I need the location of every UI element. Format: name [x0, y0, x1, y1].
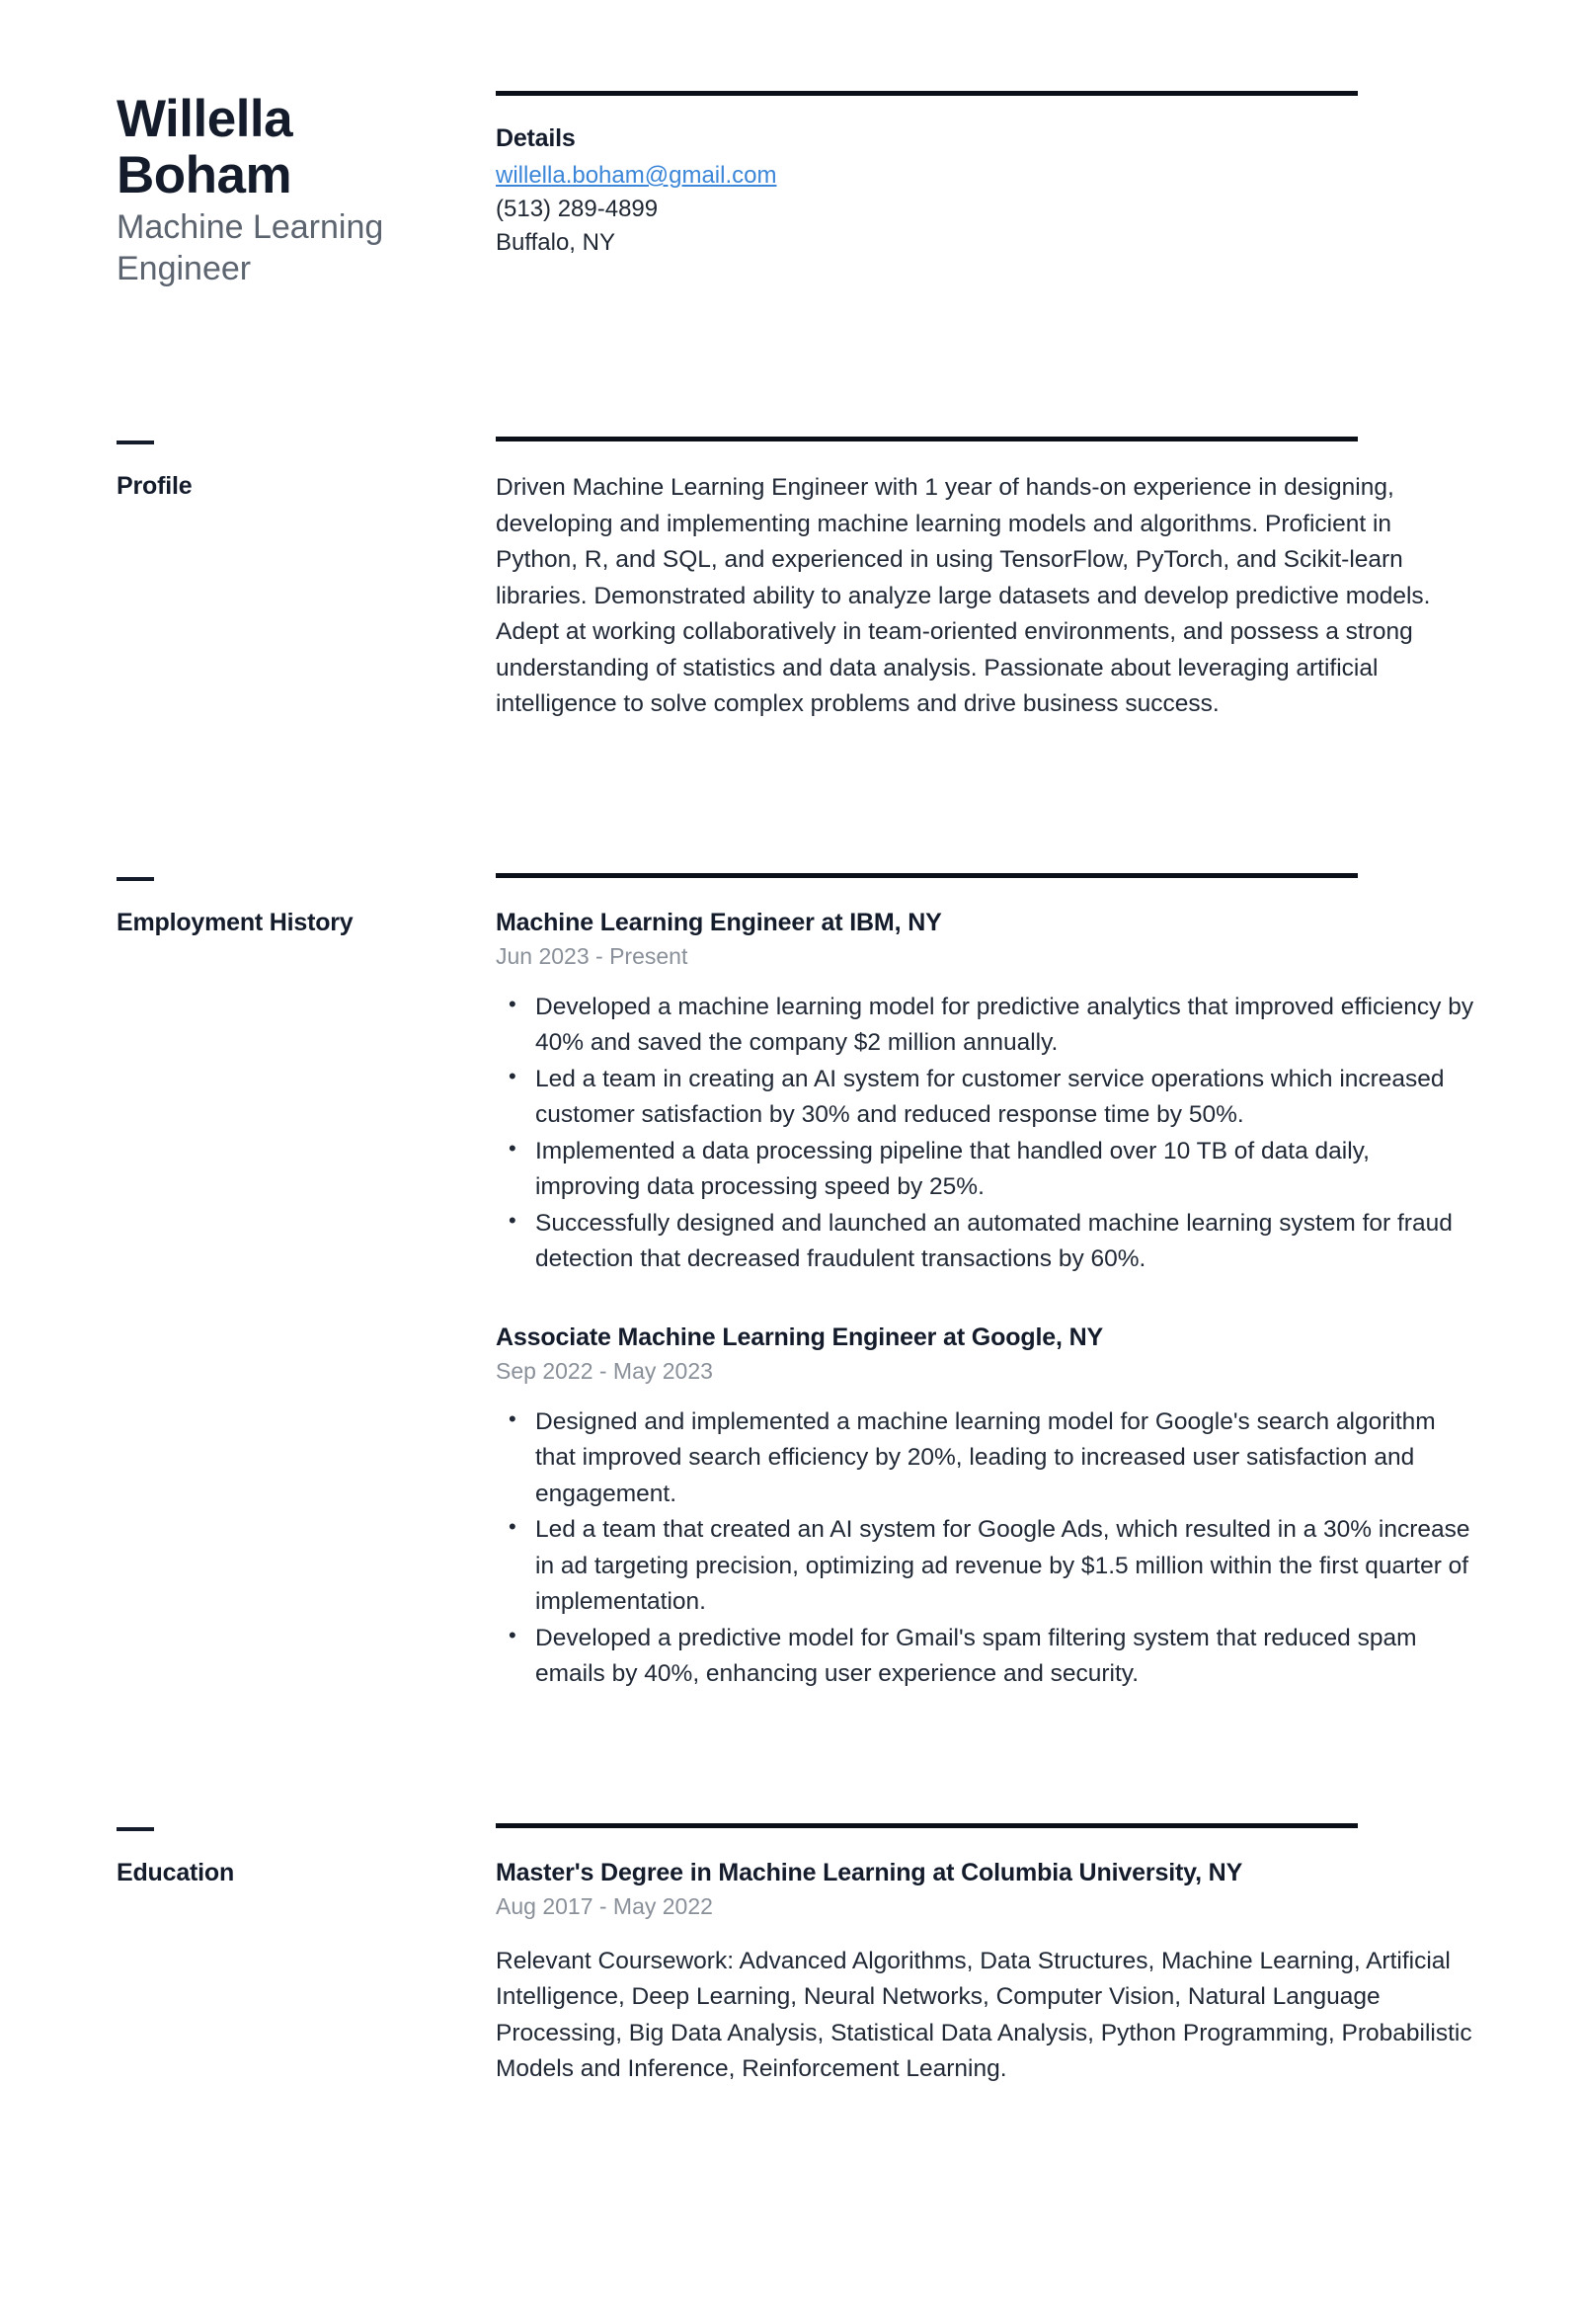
employment-label-column [0, 873, 496, 937]
employment-entry [496, 1322, 1476, 1693]
education-entry [496, 1857, 1476, 2088]
employment-entry-bullets [496, 1404, 1476, 1693]
job-title: Machine Learning Engineer [117, 208, 384, 288]
section-dash-icon [117, 877, 154, 881]
education-entry-title: Master's Degree in Machine Learning at Columbia University, NY [496, 1858, 1243, 1886]
profile-section [0, 437, 1580, 723]
name-line-1: Willella [117, 90, 293, 148]
list-item: • Developed a predictive model for Gmail's spam filtering system that reduced spam emails by 40%, enhancing user experience and security. [533, 1621, 1476, 1693]
education-entry-date: Aug 2017 - May 2022 [496, 1892, 713, 1919]
list-item: • Led a team in creating an AI system for customer service operations which increased customer satisfaction by 30% and reduced response time by 50%. [533, 1062, 1476, 1134]
list-item: • Designed and implemented a machine learning model for Google's search algorithm that improved search efficiency by 20%, leading to increased user satisfaction and engagement. [533, 1404, 1476, 1513]
details-divider [496, 91, 1358, 96]
profile-label-column [0, 437, 496, 501]
education-content-column [496, 1823, 1580, 2088]
details-location: Buffalo, NY [496, 229, 615, 257]
section-dash-icon [117, 1827, 154, 1831]
education-divider [496, 1823, 1358, 1828]
employment-entry-title: Machine Learning Engineer at IBM, NY [496, 908, 942, 936]
page-title [117, 91, 476, 203]
details-phone: (513) 289-4899 [496, 196, 659, 223]
employment-content-column [496, 873, 1580, 1693]
education-entry-description: Relevant Coursework: Advanced Algorithms, Data Structures, Machine Learning, Artificial Intelligence, Deep Learning, Neural Networks, Computer Vision, Natural Language Processing, Big Data Analysis, Statistical Data Analysis, Python Programming, Probabilistic Models and Inference, Reinforcement Learning. [496, 1947, 1472, 2083]
education-section [0, 1823, 1580, 2088]
employment-section [0, 873, 1580, 1693]
profile-divider [496, 437, 1358, 441]
details-email-row [496, 159, 1476, 193]
employment-entry-title: Associate Machine Learning Engineer at Google, NY [496, 1322, 1104, 1351]
header-name-column [0, 91, 496, 290]
details-heading: Details [496, 124, 576, 152]
employment-divider [496, 873, 1358, 878]
list-item: • Led a team that created an AI system for Google Ads, which resulted in a 30% increase in ad targeting precision, optimizing ad revenue by $1.5 million within the first quarter of implementation. [533, 1512, 1476, 1621]
section-label-profile: Profile [117, 472, 193, 501]
list-item: • Developed a machine learning model for predictive analytics that improved efficiency by 40% and saved the company $2 million annually. [533, 990, 1476, 1062]
email-link[interactable]: willella.boham@gmail.com [496, 162, 777, 189]
employment-entry-date: Jun 2023 - Present [496, 942, 688, 969]
resume-page [0, 91, 1580, 2324]
name-line-2: Boham [117, 146, 292, 205]
section-label-employment: Employment History [117, 908, 354, 936]
details-column [496, 91, 1580, 260]
profile-text: Driven Machine Learning Engineer with 1 year of hands-on experience in designing, developing and implementing machine learning models and algorithms. Proficient in Python, R, and SQL, and experienced in using TensorFlow, PyTorch, and Scikit-learn libraries. Demonstrated ability to analyze large datasets and develop predictive models. Adept at working collaboratively in team-oriented environments, and possess a strong understanding of statistics and data analysis. Passionate about leveraging artificial intelligence to solve complex problems and drive business success. [496, 474, 1431, 718]
profile-content-column [496, 437, 1580, 723]
section-label-education: Education [117, 1858, 235, 1886]
header-section [0, 91, 1580, 290]
employment-entry-bullets [496, 990, 1476, 1278]
list-item: • Successfully designed and launched an automated machine learning system for fraud detection that decreased fraudulent transactions by 60%. [533, 1206, 1476, 1278]
education-label-column [0, 1823, 496, 1887]
employment-entry [496, 907, 1476, 1278]
section-dash-icon [117, 441, 154, 444]
employment-entry-date: Sep 2022 - May 2023 [496, 1357, 713, 1384]
list-item: • Implemented a data processing pipeline that handled over 10 TB of data daily, improving data processing speed by 25%. [533, 1134, 1476, 1206]
